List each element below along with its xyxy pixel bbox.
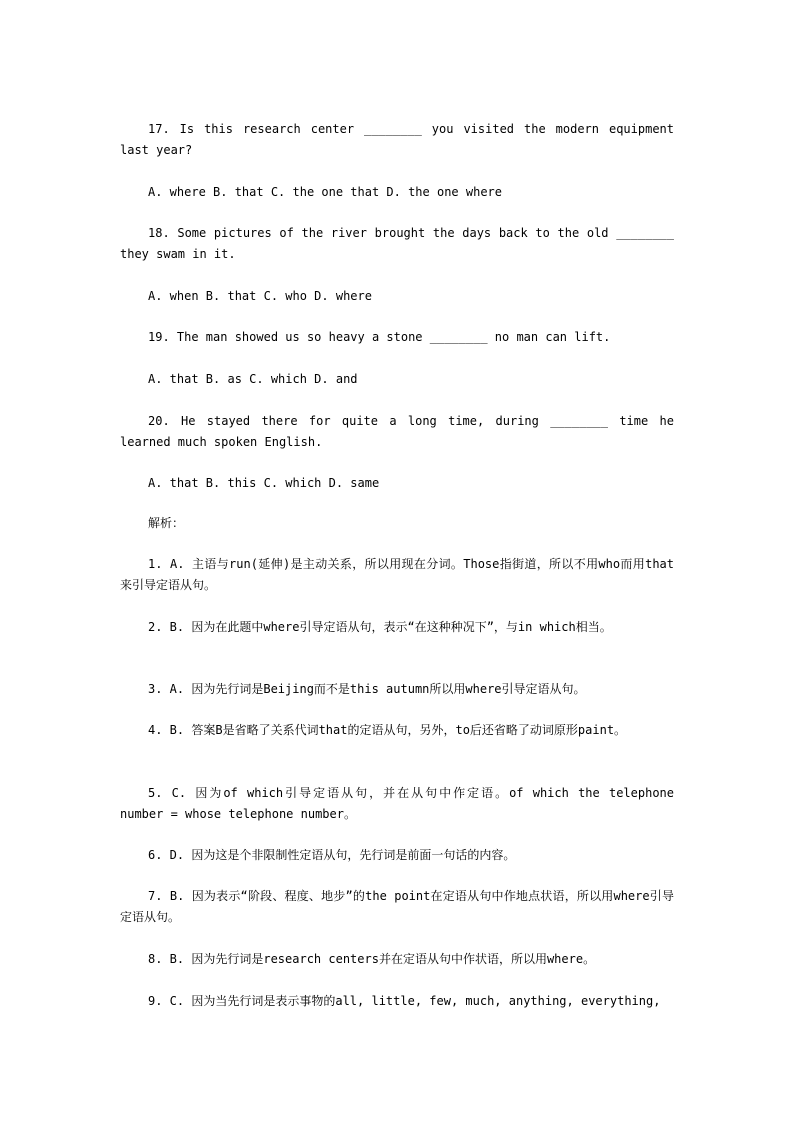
question-17-options: A. where B. that C. the one that D. the one where xyxy=(148,185,503,199)
analysis-heading: 解析： xyxy=(148,516,185,530)
answer-7: 7. B. 因为表示“阶段、程度、地步”的the point在定语从句中作地点状语，所以用where引导定语从句。 xyxy=(120,889,674,924)
question-19-stem: 19. The man showed us so heavy a stone ________ no man can lift. xyxy=(148,330,611,344)
answer-6: 6. D. 因为这是个非限制性定语从句，先行词是前面一句话的内容。 xyxy=(148,848,516,862)
answer-5: 5. C. 因为of which引导定语从句，并在从句中作定语。of which the telephone number = whose telephone number。 xyxy=(120,786,674,821)
answer-8: 8. B. 因为先行词是research centers并在定语从句中作状语，所以用where。 xyxy=(148,952,596,966)
answer-1: 1. A. 主语与run(延伸)是主动关系，所以用现在分词。Those指街道，所以不用who而用that来引导定语从句。 xyxy=(120,557,674,592)
question-18-options: A. when B. that C. who D. where xyxy=(148,289,372,303)
question-18-stem: 18. Some pictures of the river brought the days back to the old ________ they swam in it. xyxy=(120,226,674,261)
answer-4: 4. B. 答案B是省略了关系代词that的定语从句，另外，to后还省略了动词原形paint。 xyxy=(148,723,627,737)
question-20-options: A. that B. this C. which D. same xyxy=(148,476,380,490)
answer-3: 3. A. 因为先行词是Beijing而不是this autumn所以用where引导定语从句。 xyxy=(148,682,586,696)
answer-9: 9. C. 因为当先行词是表示事物的all, little, few, much, anything, everything, xyxy=(148,994,661,1008)
answer-2: 2. B. 因为在此题中where引导定语从句，表示“在这种种况下”，与in which相当。 xyxy=(148,620,612,634)
question-17-stem: 17. Is this research center ________ you visited the modern equipment last year? xyxy=(120,122,674,157)
question-19-options: A. that B. as C. which D. and xyxy=(148,372,358,386)
question-20-stem: 20. He stayed there for quite a long time, during ________ time he learned much spoken English. xyxy=(120,414,674,449)
